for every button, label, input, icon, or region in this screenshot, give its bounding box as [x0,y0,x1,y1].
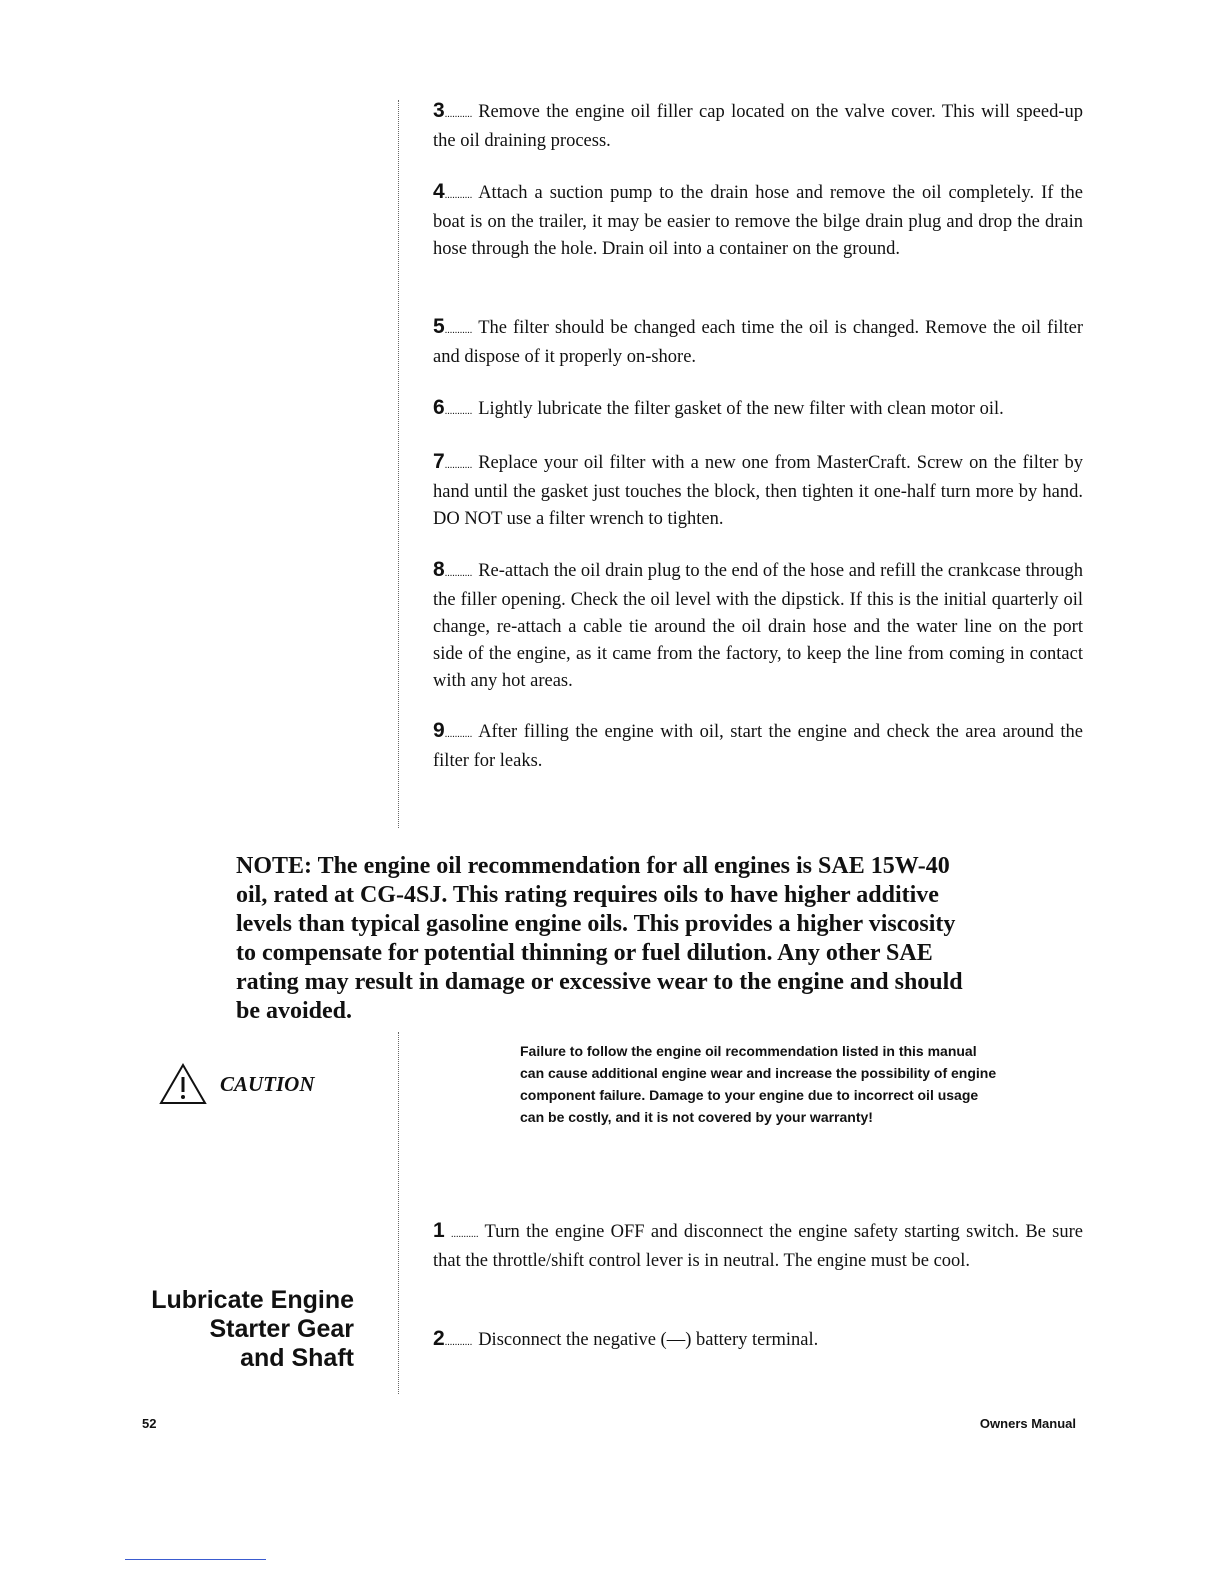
step-text: The filter should be changed each time the oil is changed. Remove the oil filter and dispose of it properly on-shore. [433,318,1083,367]
step-6: 6........... Lightly lubricate the filter gasket of the new filter with clean motor oil. [433,396,1004,419]
warning-triangle-icon [158,1062,208,1106]
column-divider-top [398,100,399,828]
manual-title: Owners Manual [979,1416,1076,1431]
step-9: 9........... After filling the engine with oil, start the engine and check the area around the filter for leaks. [433,719,1083,771]
step-number: 2 [433,1327,445,1350]
step-5: 5........... The filter should be changed each time the oil is changed. Remove the oil filter and dispose of it properly on-shore. [433,315,1083,367]
section-heading: Lubricate Engine Starter Gear and Shaft [151,1286,354,1372]
step-1: 1 ........... Turn the engine OFF and disconnect the engine safety starting switch. Be sure that the throttle/shift control lever is in neutral. The engine must be cool. [433,1219,1083,1271]
caution-text: Failure to follow the engine oil recommendation listed in this manual can cause additional engine wear and increase the possibility of engine component failure. Damage to your engine due to incorrect oil usage can be costly, and it is not covered by your warranty! [520,1043,997,1125]
step-text: Remove the engine oil filler cap located on the valve cover. This will speed-up the oil draining process. [433,102,1083,151]
step-number: 3 [433,99,445,122]
step-2: 2........... Disconnect the negative (—) battery terminal. [433,1327,819,1350]
step-number: 4 [433,180,445,203]
step-text: Attach a suction pump to the drain hose and remove the oil completely. If the boat is on the trailer, it may be easier to remove the bilge drain plug and drop the drain hose through the hole. Drain oil into a container on the ground. [433,183,1083,259]
step-number: 8 [433,558,445,581]
step-text: Turn the engine OFF and disconnect the engine safety starting switch. Be sure that the throttle/shift control lever is in neutral. The engine must be cool. [433,1222,1083,1271]
step-number: 1 [433,1219,445,1242]
step-text: Disconnect the negative (—) battery terminal. [478,1330,819,1350]
step-text: Lightly lubricate the filter gasket of the new filter with clean motor oil. [478,399,1004,419]
step-number: 7 [433,450,445,473]
step-number: 6 [433,396,445,419]
step-8: 8........... Re-attach the oil drain plug to the end of the hose and refill the crankcase through the filler opening. Check the oil level with the dipstick. If this is the initial quarterly oil change, re-attach a cable tie around the oil drain hose and the water line on the port side of the engine, as it came from the factory, to keep the line from coming in contact with any hot areas. [433,558,1083,691]
page-number: 52 [142,1416,157,1431]
step-number: 5 [433,315,445,338]
step-text: Re-attach the oil drain plug to the end of the hose and refill the crankcase through the filler opening. Check the oil level with the dipstick. If this is the initial quarterly oil change, re-attach a cable tie around the oil drain hose and the water line on the port side of the engine, as it came from the factory, to keep the line from coming in contact with any hot areas. [433,561,1083,691]
step-number: 9 [433,719,445,742]
caution-word: CAUTION [220,1071,315,1096]
step-text: After filling the engine with oil, start the engine and check the area around the filter for leaks. [433,722,1083,771]
step-3: 3........... Remove the engine oil filler cap located on the valve cover. This will speed-up the oil draining process. [433,99,1083,151]
step-text: Replace your oil filter with a new one from MasterCraft. Screw on the filter by hand until the gasket just touches the block, then tighten it one-half turn more by hand. DO NOT use a filter wrench to tighten. [433,453,1083,529]
step-7: 7........... Replace your oil filter with a new one from MasterCraft. Screw on the filter by hand until the gasket just touches the block, then tighten it one-half turn more by hand. DO NOT use a filter wrench to tighten. [433,450,1083,529]
oil-recommendation-note: NOTE: The engine oil recommendation for all engines is SAE 15W-40 oil, rated at CG-4SJ. This rating requires oils to have higher additive levels than typical gasoline engine oils. This provides a higher viscosity to compensate for potential thinning or fuel dilution. Any other SAE rating may result in damage or excessive wear to the engine and should be avoided. [236,853,963,1024]
bottom-rule [125,1559,266,1560]
caution-label [158,1062,315,1106]
step-4: 4........... Attach a suction pump to the drain hose and remove the oil completely. If the boat is on the trailer, it may be easier to remove the bilge drain plug and drop the drain hose through the hole. Drain oil into a container on the ground. [433,180,1083,259]
column-divider-bottom [398,1032,399,1394]
